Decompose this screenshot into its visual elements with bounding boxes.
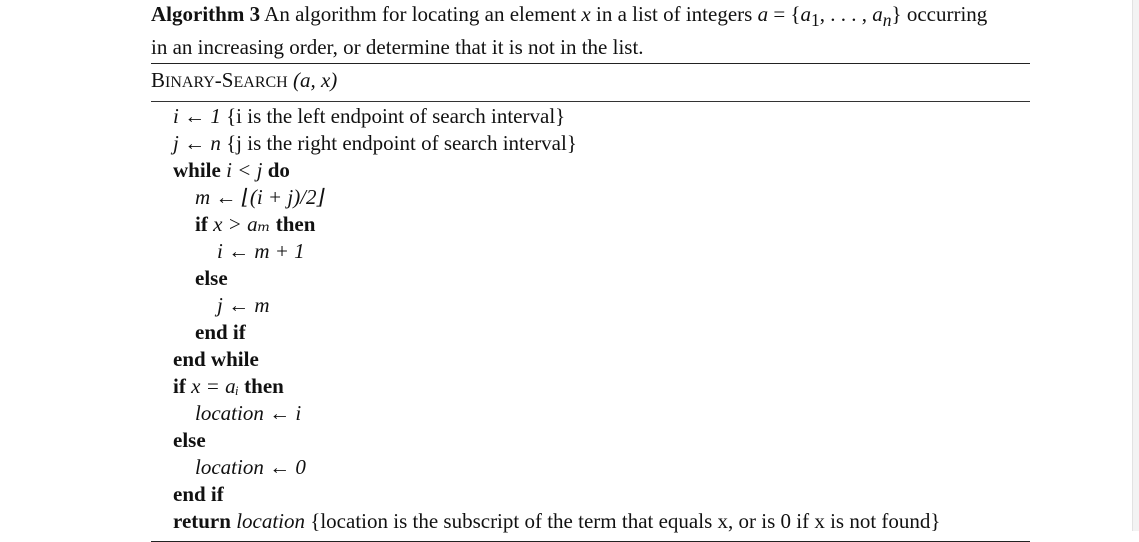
- code-line: else: [173, 428, 206, 453]
- algorithm-body: [151, 102, 1030, 535]
- code-line: end while: [173, 347, 259, 372]
- code-line: end if: [173, 482, 224, 507]
- code-line: if x = aᵢ then: [173, 374, 284, 399]
- code-line: j ← m: [217, 293, 270, 318]
- code-line: j ← n {j is the right endpoint of search interval}: [173, 131, 577, 156]
- code-line: m ← ⌊(i + j)/2⌋: [195, 185, 325, 210]
- code-line: if x > aₘ then: [195, 212, 316, 237]
- caption-label: Algorithm 3: [151, 2, 261, 26]
- code-line: end if: [195, 320, 246, 345]
- procedure-header: BINARY-SEARCH (a, x): [151, 68, 338, 93]
- code-line: else: [195, 266, 228, 291]
- code-line: i ← 1 {i is the left endpoint of search interval}: [173, 104, 566, 129]
- code-line: return location {location is the subscript of the term that equals x, or is 0 if x is not found}: [173, 509, 941, 534]
- code-line: while i < j do: [173, 158, 290, 183]
- caption-text: An algorithm for locating an element: [264, 2, 577, 26]
- code-line: i ← m + 1: [217, 239, 305, 264]
- caption-math-x: x: [581, 2, 591, 26]
- caption-math-set: a: [757, 2, 769, 26]
- algorithm-caption: Algorithm 3 An algorithm for locating an element x in a list of integers $a = \{a_1$, . . . , $a_n$} occurring in an increasing order, or determine that it is not in the list.: [151, 2, 988, 60]
- caption-text: in a list of integers: [596, 2, 753, 26]
- algorithm-block: [151, 0, 1030, 542]
- caption-text: in an increasing order, or determine that it is not in the list.: [151, 35, 644, 60]
- procedure-args: (a, x): [292, 68, 338, 93]
- page-edge: [1132, 0, 1139, 531]
- top-rule: [151, 63, 1030, 64]
- code-line: location ← 0: [195, 455, 306, 480]
- code-line: location ← i: [195, 401, 302, 426]
- caption-text: occurring: [906, 2, 988, 26]
